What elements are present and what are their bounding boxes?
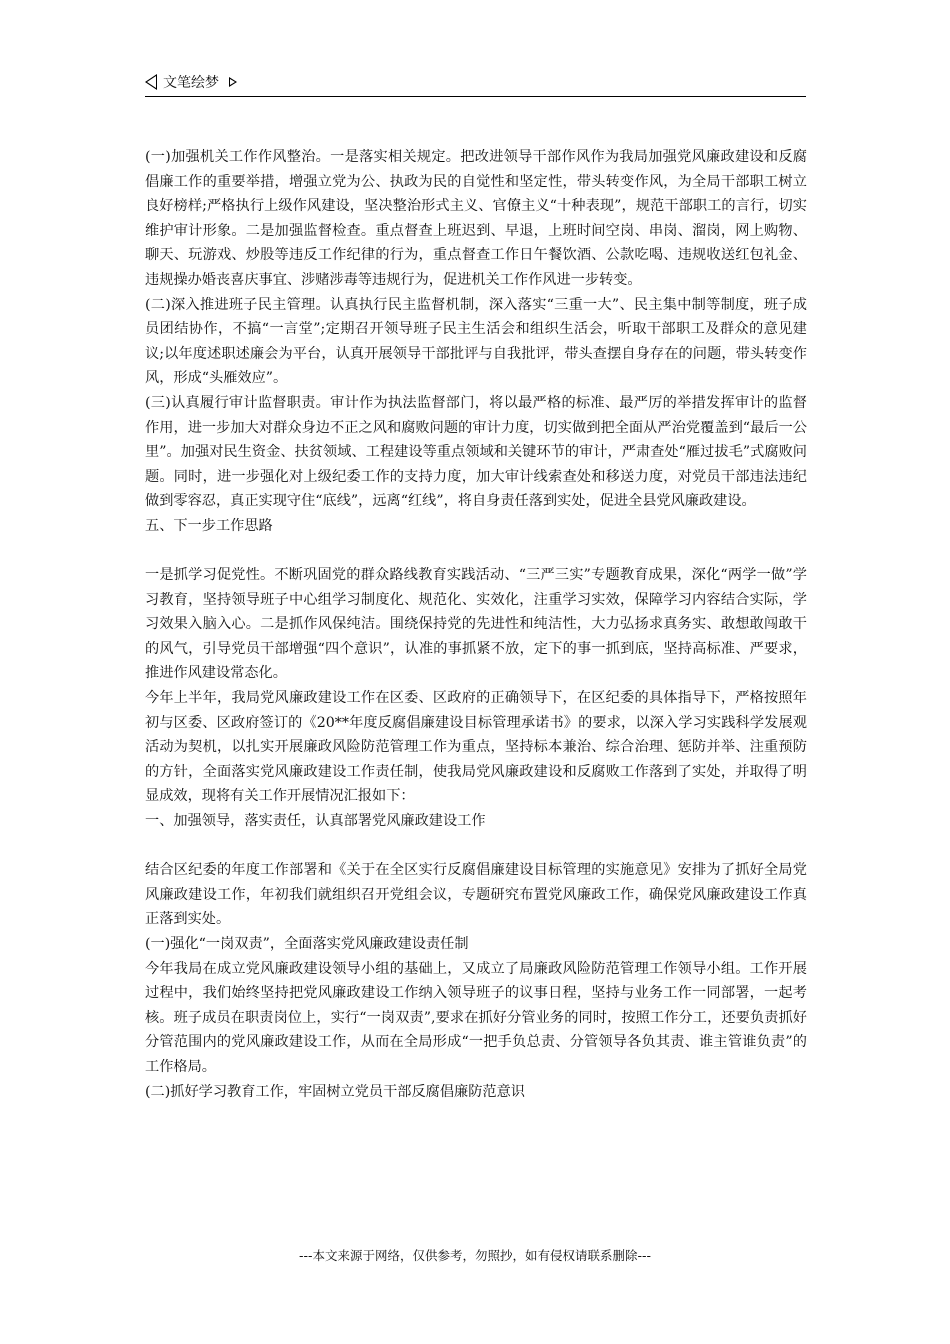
paragraph: 今年上半年，我局党风廉政建设工作在区委、区政府的正确领导下，在区纪委的具体指导下，严格按照年初与区委、区政府签订的《20**年度反腐倡廉建设目标管理承诺书》的要求，以深入学习实践科学发展观活动为契机，以扎实开展廉政风险防范管理工作为重点，坚持标本兼治、综合治理、惩防并举、注重预防的方针，全面落实党风廉政建设工作责任制，使我局党风廉政建设和反腐败工作落到了实处，并取得了明显成效，现将有关工作开展情况汇报如下： [145, 690, 807, 805]
subsection-heading: (一)强化“一岗双责”，全面落实党风廉政建设责任制 [145, 936, 469, 952]
blank-line [145, 834, 807, 859]
subsection-heading: (二)抓好学习教育工作，牢固树立党员干部反腐倡廉防范意识 [145, 1083, 525, 1100]
paragraph: 一是抓学习促党性。不断巩固党的群众路线教育实践活动、“三严三实”专题教育成果，深化“两学一做”学习教育，坚持领导班子中心组学习制度化、规范化、实效化，注重学习实效，保障学习内容结合实际，学习效果入脑入心。二是抓作风保纯洁。围绕保持党的先进性和纯洁性，大力弘扬求真务实、敢想敢闯敢干的风气，引导党员干部增强“四个意识”，认准的事抓紧不放，定下的事一抓到底，坚持高标准、严要求，推进作风建设常态化。 [145, 567, 807, 682]
blank-line [145, 539, 807, 564]
page-header [145, 72, 806, 97]
paragraph: (二)深入推进班子民主管理。认真执行民主监督机制，深入落实“三重一大”、民主集中制等制度，班子成员团结协作，不搞“一言堂”;定期召开领导班子民主生活会和组织生活会，听取干部职工及群众的意见建议;以年度述职述廉会为平台，认真开展领导干部批评与自我批评，带头查摆自身存在的问题，带头转变作风，形成“头雁效应”。 [145, 296, 807, 387]
brand-text: 文笔绘梦 [163, 75, 219, 91]
paragraph: (三)认真履行审计监督职责。审计作为执法监督部门，将以最严格的标准、最严厉的举措发挥审计的监督作用，进一步加大对群众身边不正之风和腐败问题的审计力度，切实做到把全面从严治党覆盖到“最后一公里”。加强对民生资金、扶贫领域、工程建设等重点领域和关键环节的审计，严肃查处“雁过拔毛”式腐败问题。同时，进一步强化对上级纪委工作的支持力度，加大审计线索查处和移送力度，对党员干部违法违纪做到零容忍，真正实现守住“底线”，远离“红线”，将自身责任落到实处，促进全县党风廉政建设。 [145, 394, 807, 510]
brand [145, 72, 237, 92]
footer-disclaimer: ---本文来源于网络，仅供参考，勿照抄，如有侵权请联系删除--- [298, 1248, 652, 1263]
section-heading: 五、下一步工作思路 [145, 517, 273, 534]
paragraph: 结合区纪委的年度工作部署和《关于在全区实行反腐倡廉建设目标管理的实施意见》安排为了抓好全局党风廉政建设工作，年初我们就组织召开党组会议，专题研究布置党风廉政工作，确保党风廉政建设工作真正落到实处。 [145, 862, 807, 928]
paragraph: 今年我局在成立党风廉政建设领导小组的基础上，又成立了局廉政风险防范管理工作领导小组。工作开展过程中，我们始终坚持把党风廉政建设工作纳入领导班子的议事日程，坚持与业务工作一同部署，一起考核。班子成员在职责岗位上，实行“一岗双责”,要求在抓好分管业务的同时，按照工作分工，还要负责抓好分管范围内的党风廉政建设工作，从而在全局形成“一把手负总责、分管领导各负其责、谁主管谁负责”的工作格局。 [145, 960, 807, 1075]
triangle-right-icon [229, 77, 237, 87]
document-body [145, 145, 807, 1104]
paragraph: (一)加强机关工作作风整治。一是落实相关规定。把改进领导干部作风作为我局加强党风廉政建设和反腐倡廉工作的重要举措，增强立党为公、执政为民的自觉性和坚定性，带头转变作风，为全局干部职工树立良好榜样;严格执行上级作风建设，坚决整治形式主义、官僚主义“十种表现”，规范干部职工的言行，切实维护审计形象。二是加强监督检查。重点督查上班迟到、早退，上班时间空岗、串岗、溜岗，网上购物、聊天、玩游戏、炒股等违反工作纪律的行为，重点督查工作日午餐饮酒、公款吃喝、违规收送红包礼金、违规操办婚丧喜庆事宜、涉赌涉毒等违规行为，促进机关工作作风进一步转变。 [145, 149, 807, 288]
triangle-left-icon [145, 74, 157, 90]
section-heading: 一、加强领导，落实责任，认真部署党风廉政建设工作 [145, 813, 486, 830]
